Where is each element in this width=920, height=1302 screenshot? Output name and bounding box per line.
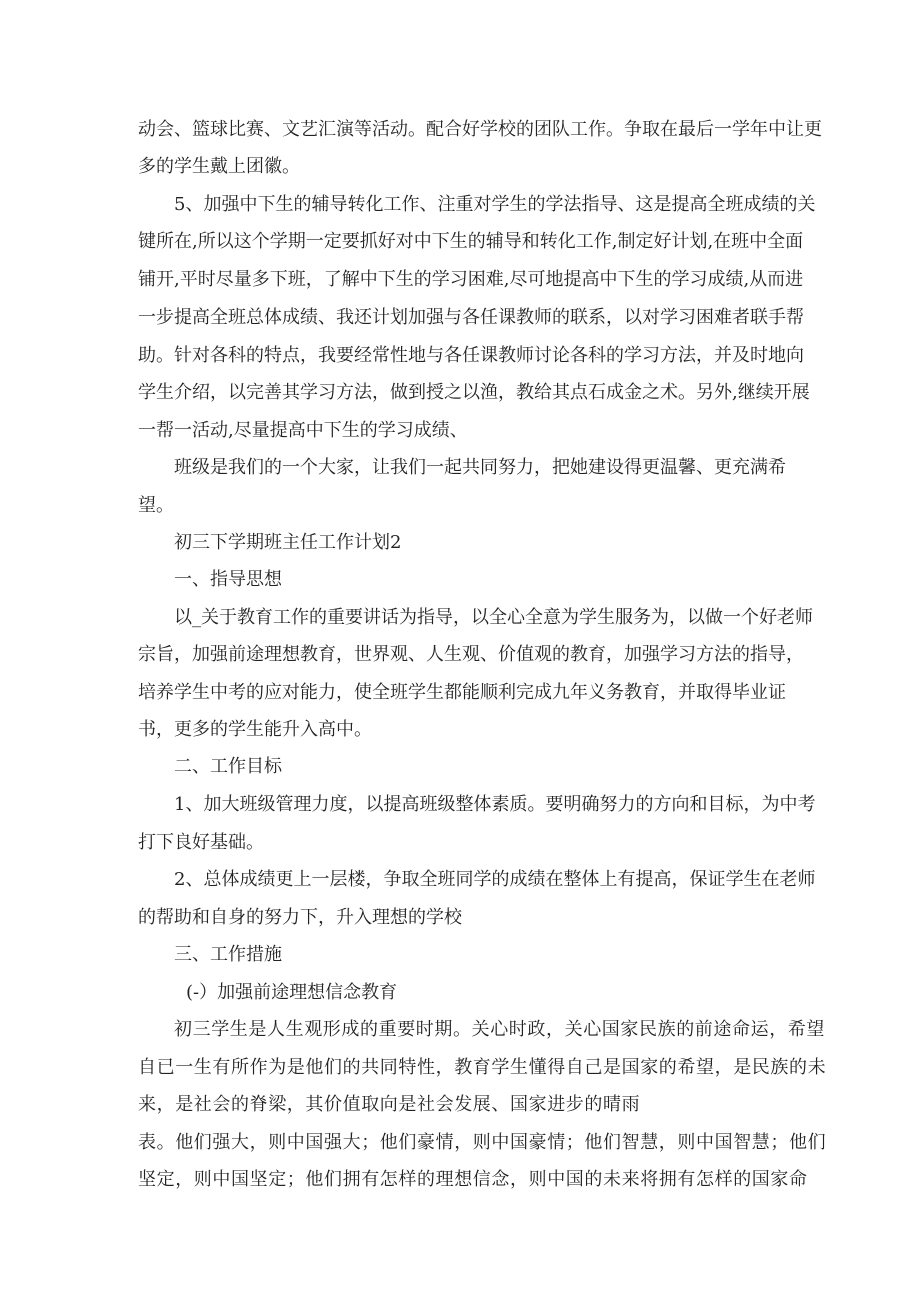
text-line: 班级是我们的一个大家，让我们一起共同努力，把她建设得更温馨、更充满希 — [174, 457, 786, 478]
text-line: 表。他们强大，则中国强大；他们豪情，则中国豪情；他们智慧，则中国智慧；他们 — [138, 1132, 827, 1153]
text-line: 一步提高全班总体成绩、我还计划加强与各任课教师的联系，以对学习困难者联手帮 — [138, 307, 804, 328]
section-heading: 三、工作措施 — [174, 944, 282, 965]
text-line: 初三学生是人生观形成的重要时期。关心时政，关心国家民族的前途命运，希望 — [174, 1019, 825, 1040]
text-line: 培养学生中考的应对能力，使全班学生都能顺利完成九年义务教育，并取得毕业证 — [138, 682, 786, 703]
text-line: 一帮一活动,尽量提高中下生的学习成绩、 — [138, 420, 468, 441]
text-line: 多的学生戴上团徽。 — [138, 156, 300, 177]
text-line: 自已一生有所作为是他们的共同特性，教育学生懂得自己是国家的希望，是民族的未 — [138, 1057, 827, 1078]
text-line: 坚定，则中国坚定；他们拥有怎样的理想信念，则中国的未来将拥有怎样的国家命 — [138, 1169, 808, 1190]
subsection-heading: (-）加强前途理想信念教育 — [186, 982, 398, 1003]
text-line: 5、加强中下生的辅导转化工作、注重对学生的学法指导、这是提高全班成绩的关 — [174, 194, 816, 215]
text-line: 学生介绍，以完善其学习方法，做到授之以渔，教给其点石成金之术。另外,继续开展 — [138, 382, 810, 403]
text-line: 望。 — [138, 495, 174, 516]
section-heading: 一、指导思想 — [174, 569, 282, 590]
section-heading: 二、工作目标 — [174, 756, 282, 777]
text-line: 打下良好基础。 — [138, 832, 264, 853]
text-line: 1、加大班级管理力度，以提高班级整体素质。要明确努力的方向和目标，为中考 — [174, 794, 816, 815]
text-line: 来，是社会的脊梁，其价值取向是社会发展、国家进步的晴雨 — [138, 1094, 641, 1115]
text-line: 书，更多的学生能升入高中。 — [138, 719, 372, 740]
text-line: 键所在,所以这个学期一定要抓好对中下生的辅导和转化工作,制定好计划,在班中全面 — [138, 231, 804, 252]
text-line: 宗旨，加强前途理想教育，世界观、人生观、价值观的教育，加强学习方法的指导， — [138, 644, 804, 665]
text-line: 的帮助和自身的努力下，升入理想的学校 — [138, 907, 462, 928]
text-line: 助。针对各科的特点，我要经常性地与各任课教师讨论各科的学习方法，并及时地向 — [138, 345, 804, 366]
text-line: 2、总体成绩更上一层楼，争取全班同学的成绩在整体上有提高，保证学生在老师 — [174, 869, 816, 890]
text-line: 动会、篮球比赛、文艺汇演等活动。配合好学校的团队工作。争取在最后一学年中让更 — [138, 119, 822, 140]
section-title: 初三下学期班主任工作计划2 — [174, 532, 402, 553]
text-line: 以_关于教育工作的重要讲话为指导，以全心全意为学生服务为，以做一个好老师 — [174, 607, 813, 628]
text-line: 铺开,平时尽量多下班，了解中下生的学习困难,尽可地提高中下生的学习成绩,从而进 — [138, 269, 804, 290]
